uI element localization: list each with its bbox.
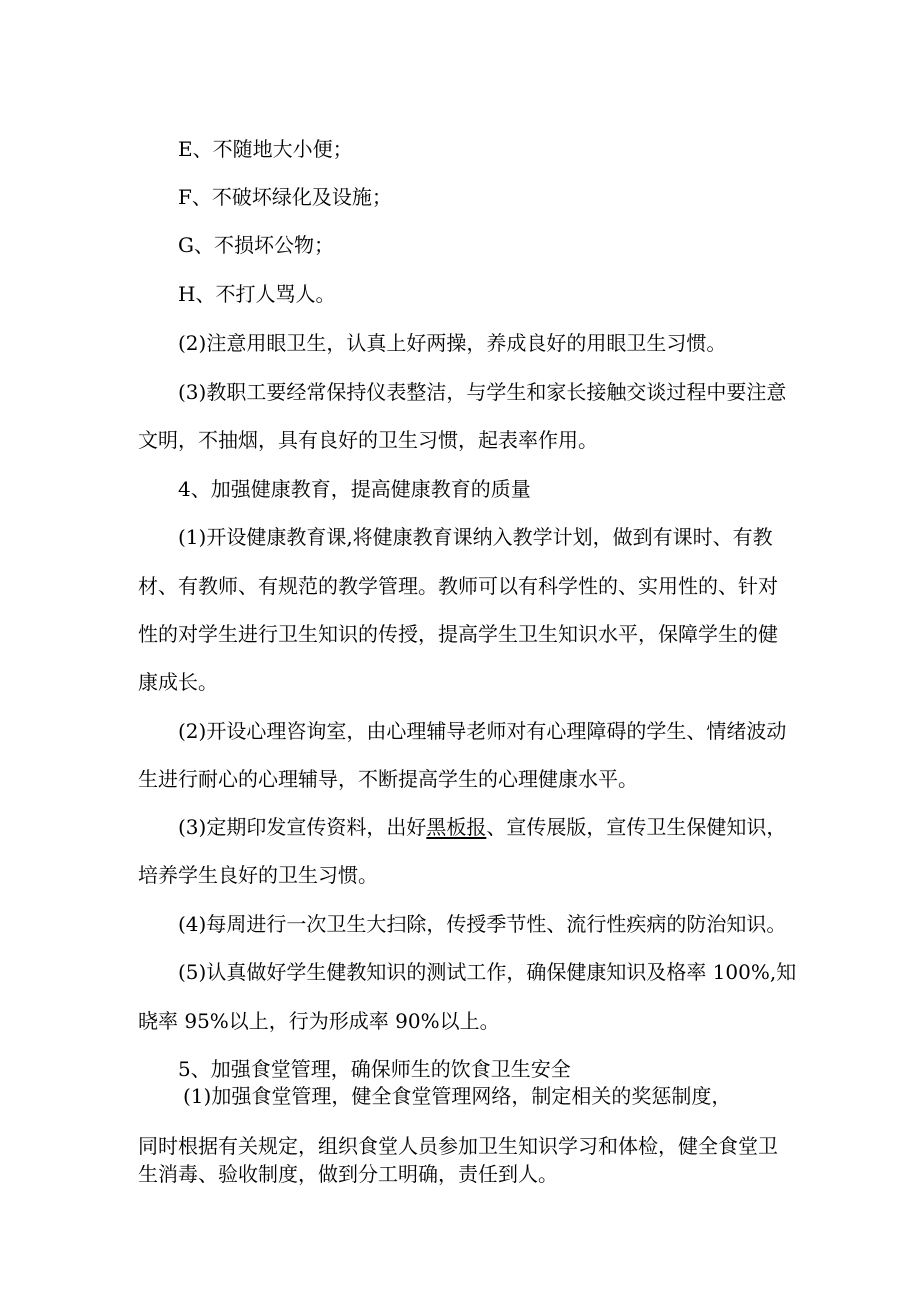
paragraph-course-line-2: 材、有教师、有规范的教学管理。教师可以有科学性的、实用性的、针对 <box>138 574 778 598</box>
paragraph-course-line-3: 性的对学生进行卫生知识的传授，提高学生卫生知识水平，保障学生的健 <box>138 622 778 646</box>
paragraph-publicity-line-1 <box>178 815 786 839</box>
paragraph-course-line-1: (1)开设健康教育课,将健康教育课纳入教学计划，做到有课时、有教 <box>178 525 773 549</box>
paragraph-course-line-4: 康成长。 <box>138 670 218 694</box>
list-item-g: G、不损坏公物； <box>178 233 334 257</box>
paragraph-canteen-line-3: 生消毒、验收制度，做到分工明确，责任到人。 <box>138 1162 558 1186</box>
publicity-text-start: (3)定期印发宣传资料，出好 <box>178 815 427 839</box>
section-heading-5: 5、加强食堂管理，确保师生的饮食卫生安全 <box>178 1057 571 1081</box>
list-item-h: H、不打人骂人。 <box>178 282 336 306</box>
list-item-e: E、不随地大小便； <box>178 137 353 161</box>
paragraph-canteen-line-1: (1)加强食堂管理，健全食堂管理网络，制定相关的奖惩制度， <box>183 1084 732 1108</box>
blackboard-link[interactable]: 黑板报 <box>426 815 487 839</box>
paragraph-counseling-line-1: (2)开设心理咨询室，由心理辅导老师对有心理障碍的学生、情绪波动 <box>178 719 787 743</box>
paragraph-test-line-1: (5)认真做好学生健教知识的测试工作，确保健康知识及格率 100%,知 <box>178 960 797 984</box>
paragraph-publicity-line-2: 培养学生良好的卫生习惯。 <box>138 863 378 887</box>
paragraph-eye-hygiene: (2)注意用眼卫生，认真上好两操，养成良好的用眼卫生习惯。 <box>178 331 727 355</box>
paragraph-counseling-line-2: 生进行耐心的心理辅导，不断提高学生的心理健康水平。 <box>138 767 638 791</box>
paragraph-staff-line-1: (3)教职工要经常保持仪表整洁，与学生和家长接触交谈过程中要注意 <box>178 380 787 404</box>
paragraph-cleaning: (4)每周进行一次卫生大扫除，传授季节性、流行性疾病的防治知识。 <box>178 912 787 936</box>
section-heading-4: 4、加强健康教育，提高健康教育的质量 <box>178 477 531 501</box>
paragraph-test-line-2: 晓率 95%以上，行为形成率 90%以上。 <box>138 1009 500 1033</box>
publicity-text-end: 、宣传展版，宣传卫生保健知识， <box>486 815 787 839</box>
paragraph-staff-line-2: 文明，不抽烟，具有良好的卫生习惯，起表率作用。 <box>138 428 598 452</box>
paragraph-canteen-line-2: 同时根据有关规定，组织食堂人员参加卫生知识学习和体检，健全食堂卫 <box>138 1134 778 1158</box>
list-item-f: F、不破坏绿化及设施； <box>178 185 392 209</box>
